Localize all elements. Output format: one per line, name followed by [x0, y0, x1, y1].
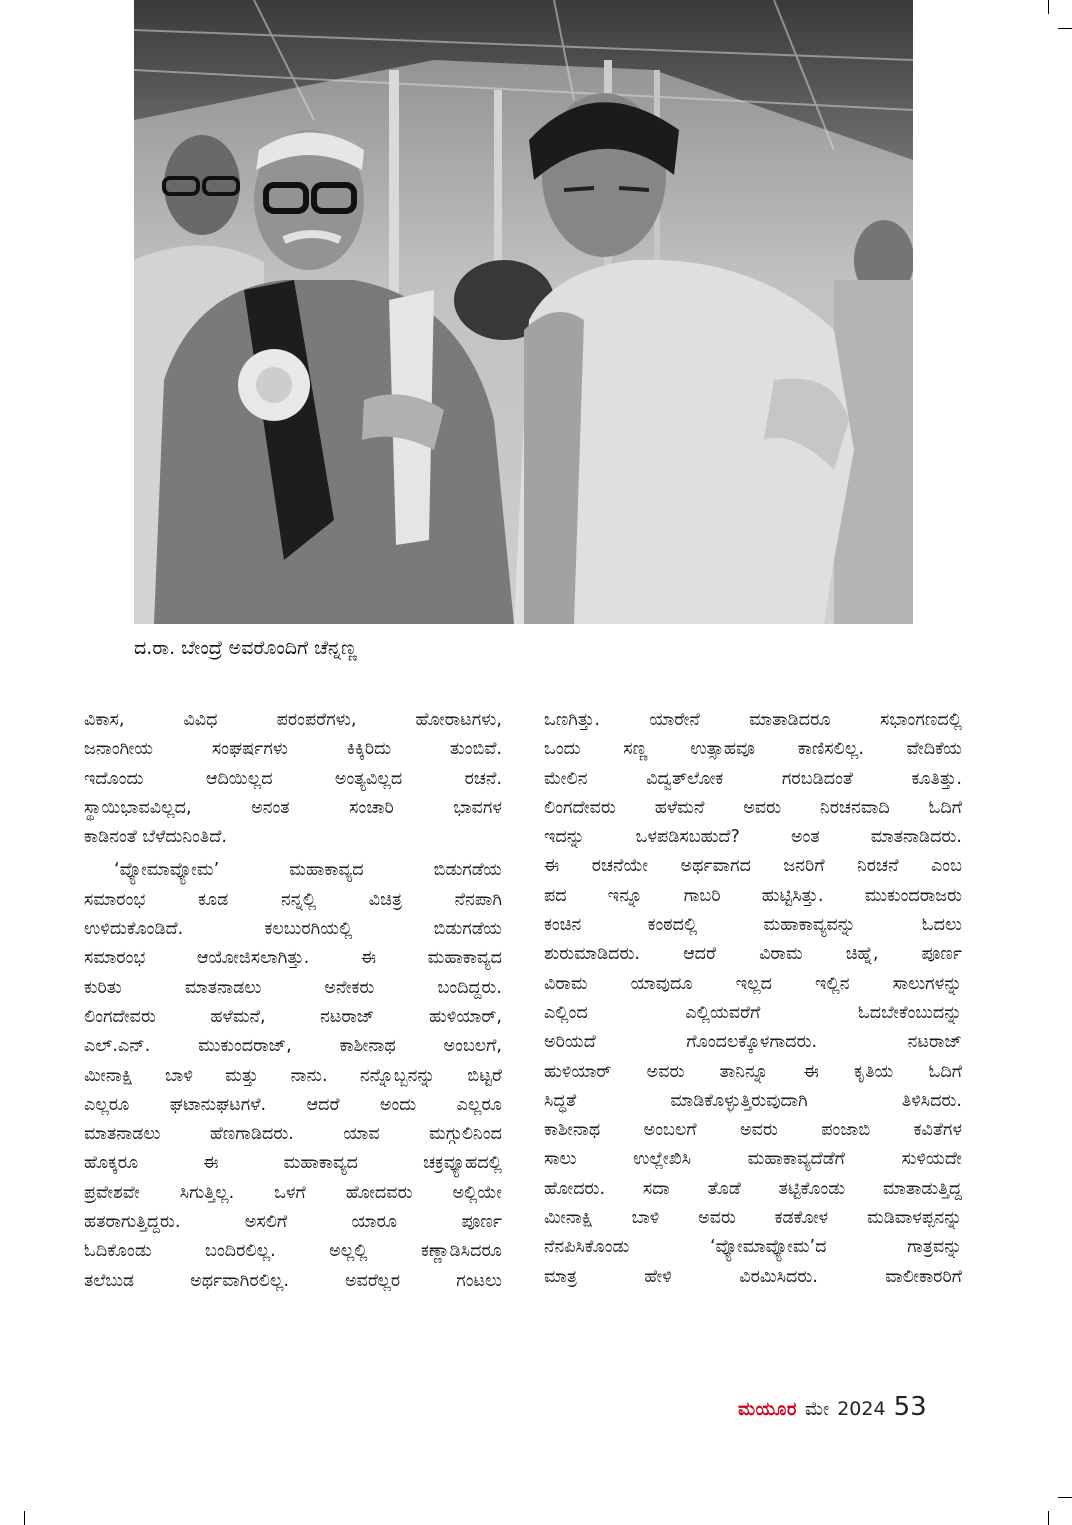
- text-line: ಮೀನಾಕ್ಷಿ ಬಾಳಿ ಅವರು ಕಡಕೋಳ ಮಡಿವಾಳಪ್ಪನನ್ನು: [544, 1208, 962, 1229]
- text-line: ಸ್ಥಾಯಿಭಾವವಿಲ್ಲದ, ಅನಂತ ಸಂಚಾರಿ ಭಾವಗಳ: [84, 797, 502, 818]
- article-column-left: [84, 706, 502, 1296]
- text-line: ಉಳಿದುಕೊಂಡಿದೆ. ಕಲಬುರಗಿಯಲ್ಲಿ ಬಿಡುಗಡೆಯ: [84, 919, 502, 940]
- text-line: ಅರಿಯದೆ ಗೊಂದಲಕ್ಕೊಳಗಾದರು. ನಟರಾಜ್: [544, 1032, 962, 1053]
- text-line: ಒಂದು ಸಣ್ಣ ಉತ್ಸಾಹವೂ ಕಾಣಿಸಲಿಲ್ಲ. ವೇದಿಕೆಯ: [544, 739, 962, 760]
- crop-mark-right-mid: [1058, 28, 1072, 29]
- text-line: ಹೋದರು. ಸದಾ ತೊಡೆ ತಟ್ಟಿಕೊಂಡು ಮಾತಾಡುತ್ತಿದ್ದ: [544, 1178, 962, 1199]
- text-line: ಮಾತ್ರ ಹೇಳಿ ವಿರಮಿಸಿದರು. ವಾಲೀಕಾರರಿಗೆ: [544, 1266, 962, 1287]
- text-line: ಲಿಂಗದೇವರು ಹಳೆಮನೆ, ನಟರಾಜ್ ಹುಳಿಯಾರ್,: [84, 1006, 502, 1027]
- text-line: ಒಣಗಿತ್ತು. ಯಾರೇನೆ ಮಾತಾಡಿದರೂ ಸಭಾಂಗಣದಲ್ಲಿ: [544, 710, 962, 730]
- crop-mark-top-right: [1048, 0, 1049, 14]
- text-line: ಕಾಡಿನಂತೆ ಬೆಳೆದುನಿಂತಿದೆ.: [84, 827, 227, 848]
- text-line: ಸಿದ್ಧತೆ ಮಾಡಿಕೊಳ್ಳುತ್ತಿರುವುದಾಗಿ ತಿಳಿಸಿದರು.: [544, 1090, 962, 1111]
- text-line: ಪ್ರವೇಶವೇ ಸಿಗುತ್ತಿಲ್ಲ. ಒಳಗೆ ಹೋದವರು ಅಲ್ಲಿಯೇ: [84, 1182, 502, 1203]
- text-line: ಮೇಲಿನ ವಿದ್ವತ್‌ಲೋಕ ಗರಬಡಿದಂತೆ ಕೂತಿತ್ತು.: [544, 768, 962, 789]
- crop-mark-bottom-left: [24, 1511, 25, 1525]
- text-line: ಎಲ್ಲರೂ ಘಟಾನುಘಟಗಳೆ. ಆದರೆ ಅಂದು ಎಲ್ಲರೂ: [84, 1094, 502, 1115]
- text-line: ಕುರಿತು ಮಾತನಾಡಲು ಅನೇಕರು ಬಂದಿದ್ದರು.: [84, 977, 502, 998]
- text-line: ಇದೊಂದು ಆದಿಯಿಲ್ಲದ ಅಂತ್ಯವಿಲ್ಲದ ರಚನೆ.: [84, 768, 502, 789]
- text-line: ಜನಾಂಗೀಯ ಸಂಘರ್ಷಗಳು ಕಿಕ್ಕಿರಿದು ತುಂಬಿವೆ.: [84, 739, 502, 760]
- text-line: ಪದ ಇನ್ನೂ ಗಾಬರಿ ಹುಟ್ಟಿಸಿತ್ತು. ಮುಕುಂದರಾಜರು: [544, 885, 962, 906]
- text-line: ಮೀನಾಕ್ಷಿ ಬಾಳಿ ಮತ್ತು ನಾನು. ನನ್ನೊಬ್ಬನನ್ನು ಬಿಟ್ಟರೆ: [84, 1065, 502, 1086]
- text-line: ನೆನಪಿಸಿಕೊಂಡು ‘ವ್ಯೋಮಾವ್ಯೋಮ’ದ ಗಾತ್ರವನ್ನು: [544, 1237, 962, 1258]
- text-line: ತಲೆಬುಡ ಅರ್ಥವಾಗಿರಲಿಲ್ಲ. ಅವರೆಲ್ಲರ ಗಂಟಲು: [84, 1270, 502, 1291]
- text-line: ಹೊಕ್ಕರೂ ಈ ಮಹಾಕಾವ್ಯದ ಚಕ್ರವ್ಯೂಹದಲ್ಲಿ: [84, 1153, 502, 1174]
- text-line: ಸಮಾರಂಭ ಕೂಡ ನನ್ನಲ್ಲಿ ವಿಚಿತ್ರ ನೆನಪಾಗಿ: [84, 889, 502, 910]
- crop-mark-bottom-right: [1058, 1497, 1072, 1498]
- text-line: ಇದನ್ನು ಒಳಪಡಿಸಬಹುದೆ? ಅಂತ ಮಾತನಾಡಿದರು.: [544, 827, 962, 848]
- page-number: 53: [893, 1392, 927, 1422]
- text-line: ಸಾಲು ಉಲ್ಲೇಖಿಸಿ ಮಹಾಕಾವ್ಯದೆಡೆಗೆ ಸುಳಿಯದೇ: [544, 1149, 962, 1170]
- crop-mark-bottom-right-v: [1048, 1511, 1049, 1525]
- text-line: ಶುರುಮಾಡಿದರು. ಆದರೆ ವಿರಾಮ ಚಿಹ್ನೆ, ಪೂರ್ಣ: [544, 944, 962, 965]
- text-line: ಲಿಂಗದೇವರು ಹಳೆಮನೆ ಅವರು ನಿರಚನವಾದಿ ಓದಿಗೆ: [544, 797, 962, 818]
- photo-illustration: [134, 0, 913, 624]
- text-line: ಹುಳಿಯಾರ್ ಅವರು ತಾನಿನ್ನೂ ಈ ಕೃತಿಯ ಓದಿಗೆ: [544, 1061, 962, 1082]
- magazine-logo: ಮಯೂರ: [738, 1399, 797, 1420]
- text-line: ವಿರಾಮ ಯಾವುದೂ ಇಲ್ಲದ ಇಲ್ಲಿನ ಸಾಲುಗಳನ್ನು: [544, 973, 962, 994]
- text-line: ಹತರಾಗುತ್ತಿದ್ದರು. ಅಸಲಿಗೆ ಯಾರೂ ಪೂರ್ಣ: [84, 1212, 502, 1233]
- text-line: ಕಾಶೀನಾಥ ಅಂಬಲಗೆ ಅವರು ಪಂಜಾಬಿ ಕವಿತೆಗಳ: [544, 1120, 962, 1141]
- text-line: ಮಾತನಾಡಲು ಹೆಣಗಾಡಿದರು. ಯಾವ ಮಗ್ಗುಲಿನಿಂದ: [84, 1124, 502, 1145]
- issue-month: ಮೇ: [804, 1398, 830, 1420]
- article-column-right: [544, 706, 962, 1292]
- text-line: ಈ ರಚನೆಯೇ ಅರ್ಥವಾಗದ ಜನರಿಗೆ ನಿರಚನೆ ಎಂಬ: [544, 856, 962, 877]
- text-line: ಕಂಚಿನ ಕಂಠದಲ್ಲಿ ಮಹಾಕಾವ್ಯವನ್ನು ಓದಲು: [544, 915, 962, 936]
- paragraph: [544, 706, 962, 1292]
- text-line: ಸಮಾರಂಭ ಆಯೋಜಿಸಲಾಗಿತ್ತು. ಈ ಮಹಾಕಾವ್ಯದ: [84, 948, 502, 969]
- archival-photo: [134, 0, 913, 624]
- text-line: ಓದಿಕೊಂಡು ಬಂದಿರಲಿಲ್ಲ. ಅಲ್ಲಲ್ಲಿ ಕಣ್ಣಾಡಿಸಿದರೂ: [84, 1241, 502, 1262]
- paragraph: [84, 856, 502, 1295]
- text-line: ವಿಕಾಸ, ವಿವಿಧ ಪರಂಪರೆಗಳು, ಹೋರಾಟಗಳು,: [84, 710, 502, 730]
- text-line: ಎಲ್ಲಿಂದ ಎಲ್ಲಿಯವರೆಗೆ ಓದಬೇಕೆಂಬುದನ್ನು: [544, 1002, 962, 1023]
- photo-caption: ದ.ರಾ. ಬೇಂದ್ರೆ ಅವರೊಂದಿಗೆ ಚೆನ್ನಣ್ಣ: [134, 637, 358, 659]
- issue-year: 2024: [837, 1398, 886, 1420]
- text-line: ಎಲ್.ಎನ್. ಮುಕುಂದರಾಜ್, ಕಾಶೀನಾಥ ಅಂಬಲಗೆ,: [84, 1036, 502, 1057]
- text-line: ‘ವ್ಯೋಮಾವ್ಯೋಮ’ ಮಹಾಕಾವ್ಯದ ಬಿಡುಗಡೆಯ: [114, 860, 502, 881]
- paragraph: [84, 706, 502, 852]
- page-footer: [738, 1392, 978, 1428]
